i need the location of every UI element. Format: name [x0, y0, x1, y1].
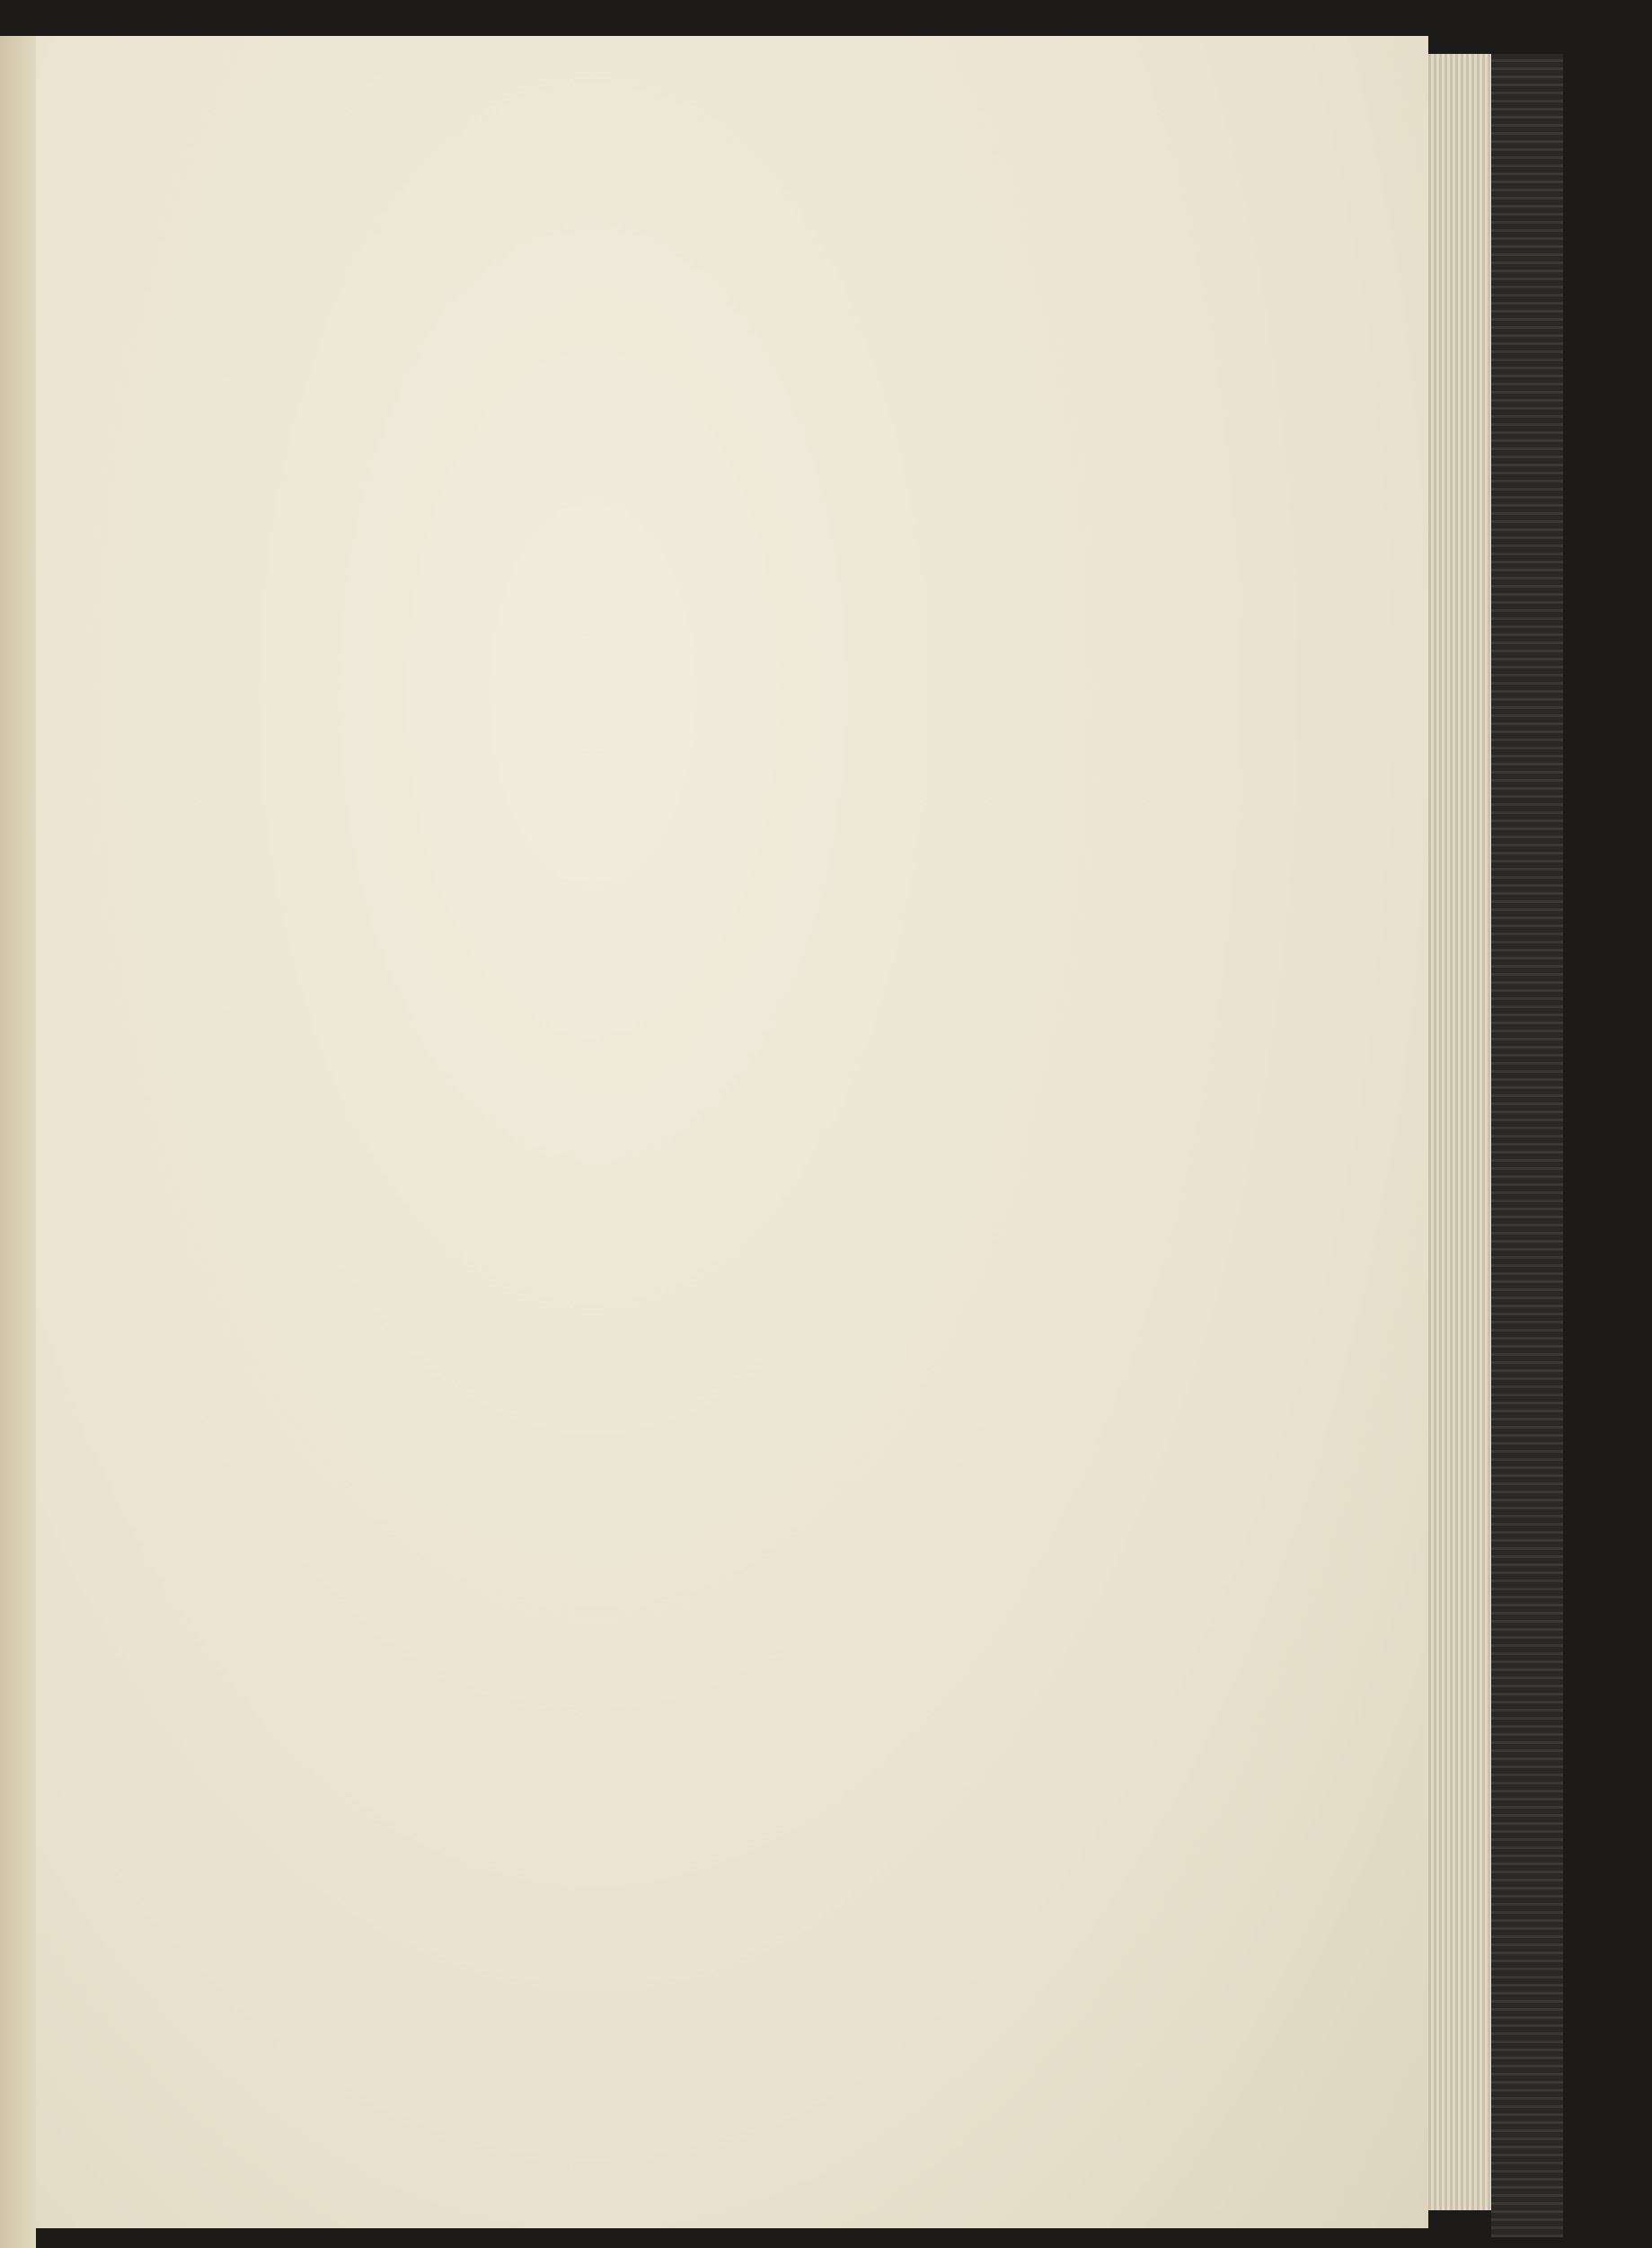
book-cover [1491, 54, 1563, 2237]
left-page-edge [0, 36, 36, 2248]
book-page [36, 36, 1428, 2228]
page-edges [1428, 54, 1491, 2210]
